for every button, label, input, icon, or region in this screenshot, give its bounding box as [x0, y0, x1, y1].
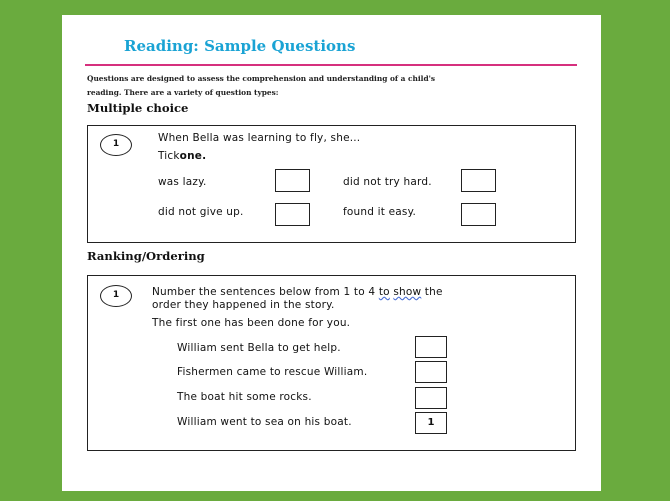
- prompt-part: the: [421, 286, 443, 298]
- intro-line-1: Questions are designed to assess the comprehension and understanding of a child's: [87, 74, 436, 83]
- ranking-prompt-line-2: order they happened in the story.: [152, 299, 335, 311]
- option-tickbox[interactable]: [275, 169, 310, 192]
- tick-instruction-bold: one.: [179, 150, 207, 162]
- ranking-answer-box[interactable]: [415, 387, 447, 409]
- option-tickbox[interactable]: [461, 203, 496, 226]
- question-number-badge: 1: [100, 285, 132, 307]
- question-number-badge: 1: [100, 134, 132, 156]
- prompt-underlined-word: show: [393, 286, 422, 298]
- ranking-answer-box[interactable]: 1: [415, 412, 447, 434]
- option-label: was lazy.: [158, 176, 207, 188]
- ranking-item-text: William sent Bella to get help.: [177, 342, 341, 354]
- tick-instruction: [158, 150, 206, 162]
- multiple-choice-box: [87, 125, 576, 243]
- intro-text: [87, 72, 567, 100]
- ranking-heading: Ranking/Ordering: [87, 249, 205, 263]
- title-divider: [85, 64, 577, 66]
- worksheet-page: [62, 15, 601, 491]
- ranking-answer-box[interactable]: [415, 361, 447, 383]
- page-title: Reading: Sample Questions: [124, 37, 356, 55]
- ranking-answer-box[interactable]: [415, 336, 447, 358]
- multiple-choice-heading: Multiple choice: [87, 101, 189, 115]
- option-tickbox[interactable]: [275, 203, 310, 226]
- ranking-prompt-line-1: [152, 286, 443, 298]
- option-label: did not try hard.: [343, 176, 432, 188]
- prompt-part: Number the sentences below from 1 to 4: [152, 286, 379, 298]
- ranking-box: [87, 275, 576, 451]
- tick-instruction-prefix: Tick: [158, 150, 180, 162]
- option-tickbox[interactable]: [461, 169, 496, 192]
- option-label: found it easy.: [343, 206, 417, 218]
- ranking-item-text: William went to sea on his boat.: [177, 416, 352, 428]
- ranking-item-text: Fishermen came to rescue William.: [177, 366, 368, 378]
- intro-line-2: reading. There are a variety of question types:: [87, 88, 279, 97]
- ranking-item-text: The boat hit some rocks.: [177, 391, 312, 403]
- prompt-underlined-word: to: [378, 286, 390, 298]
- ranking-note: The first one has been done for you.: [152, 317, 351, 329]
- option-label: did not give up.: [158, 206, 244, 218]
- question-text: When Bella was learning to fly, she...: [158, 132, 361, 144]
